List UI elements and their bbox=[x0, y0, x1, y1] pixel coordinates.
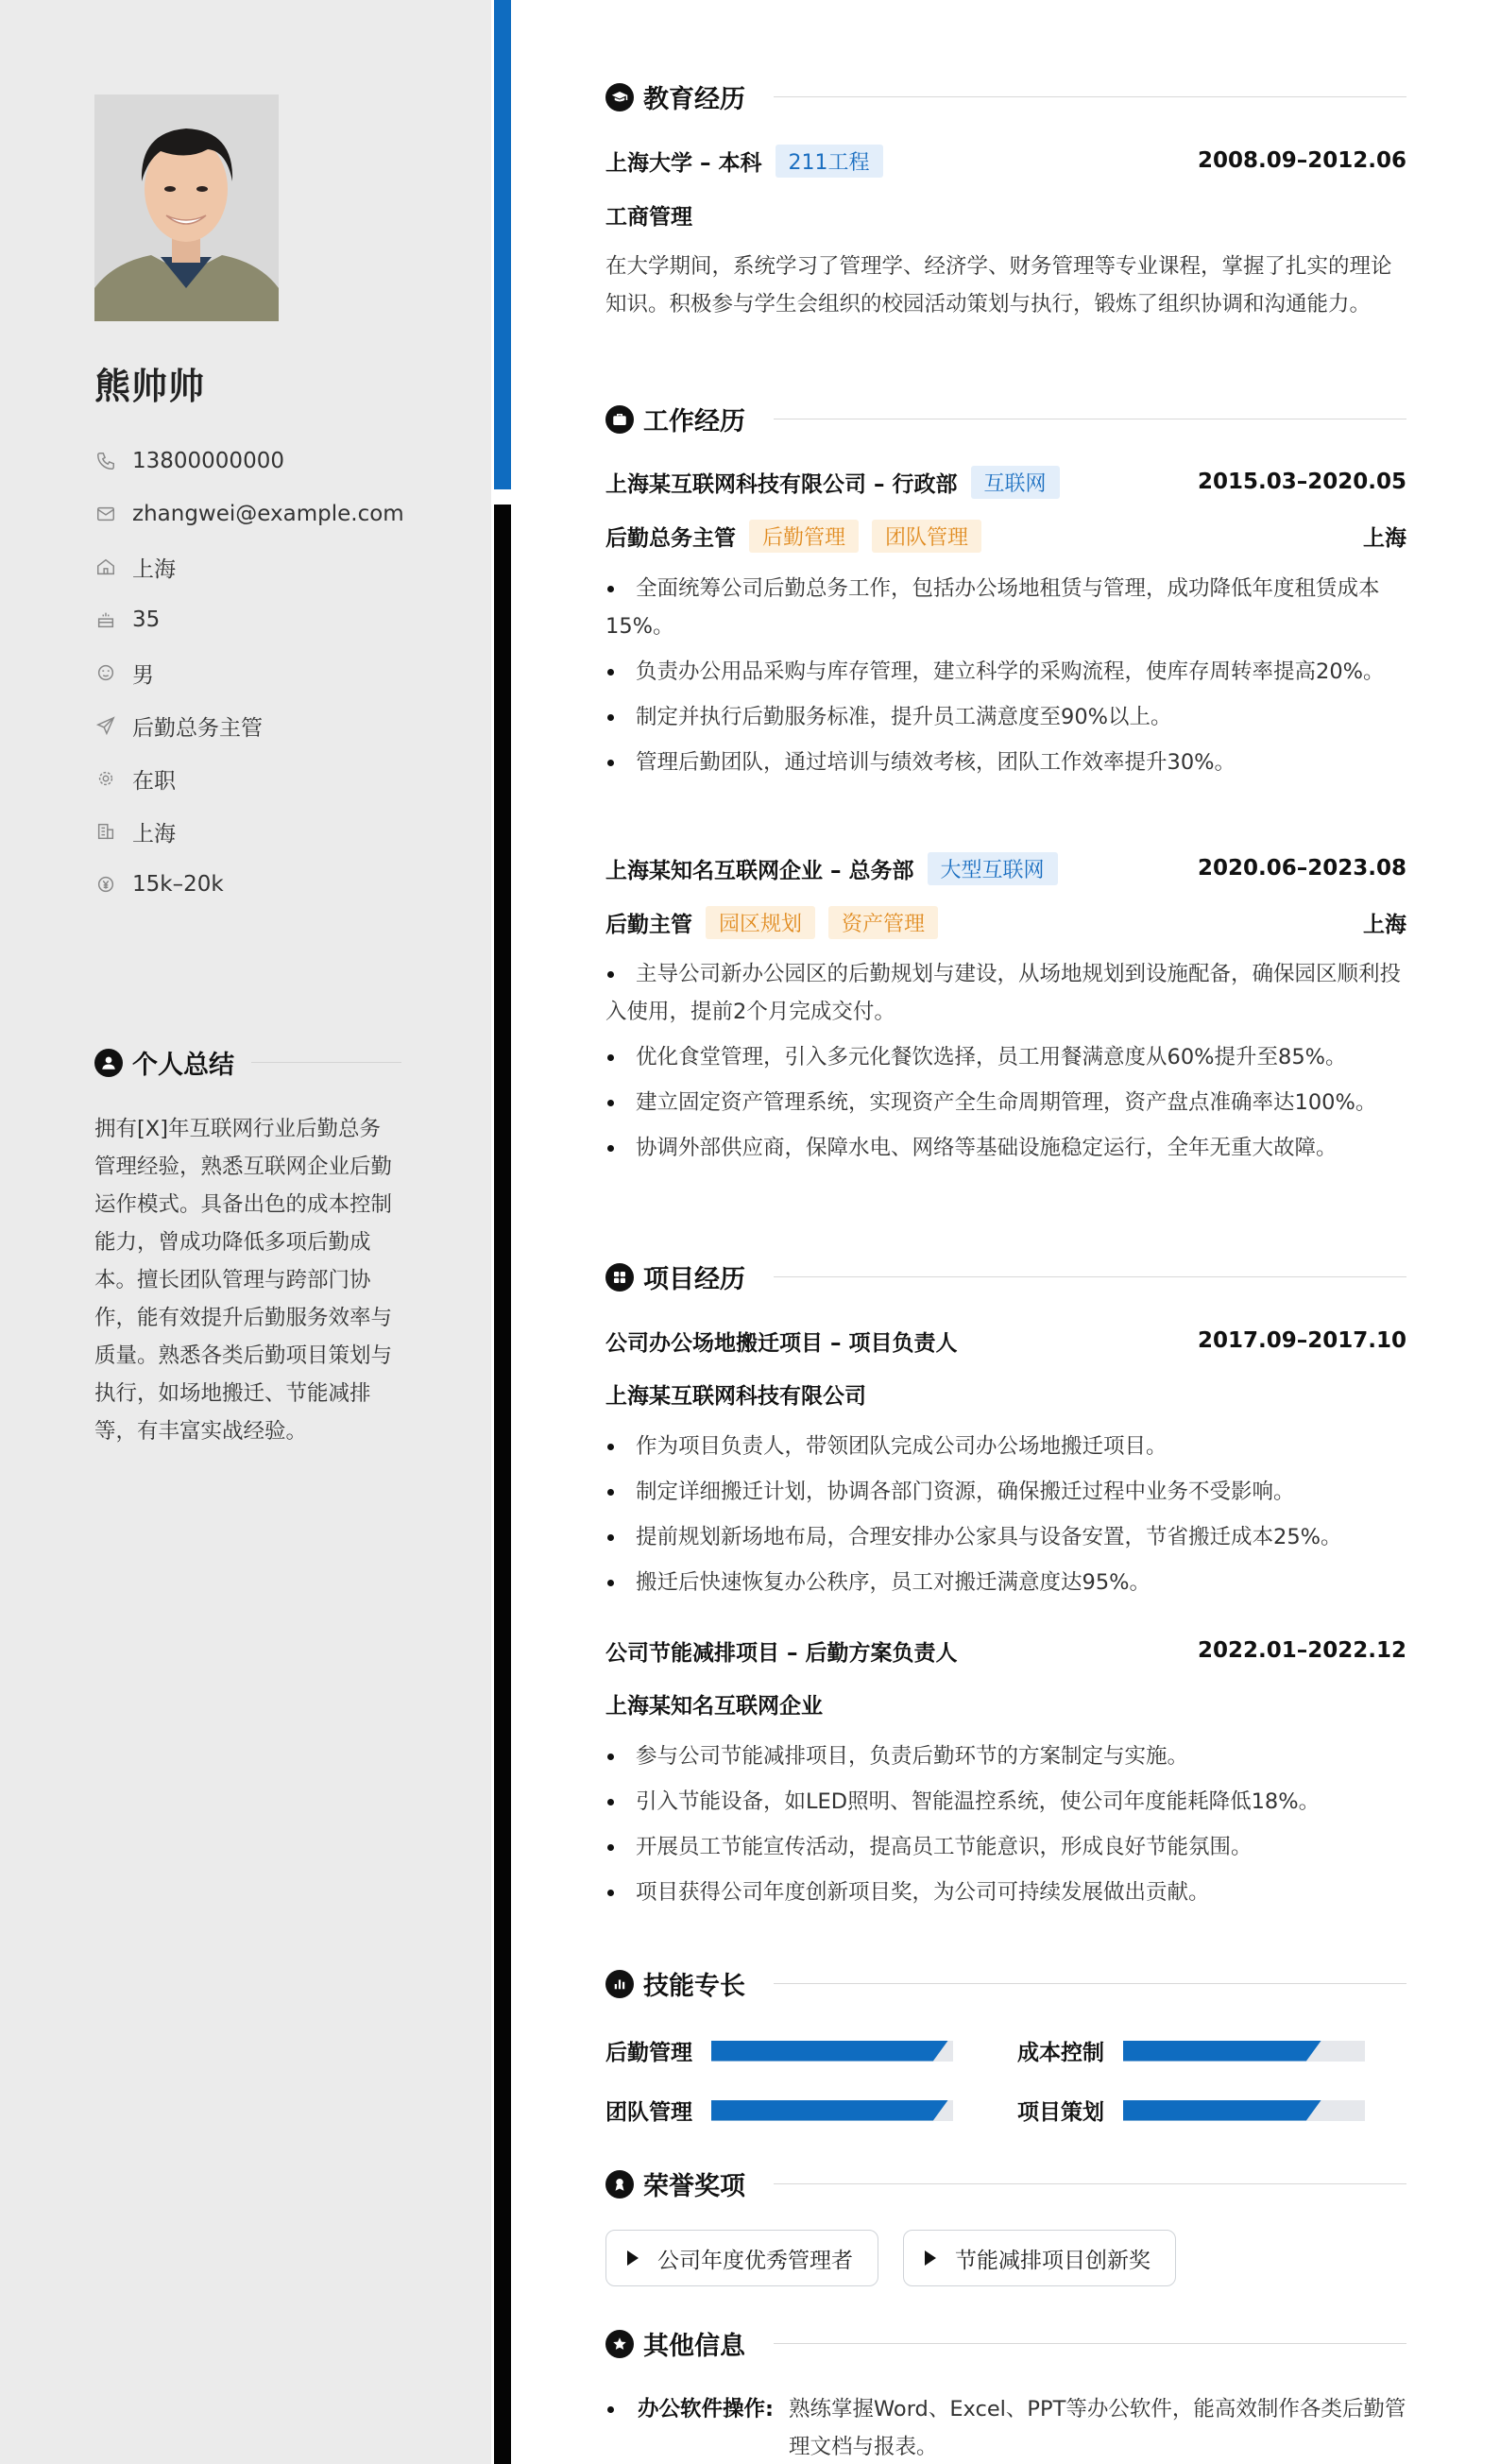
info-status bbox=[94, 752, 404, 805]
other-title: 其他信息 bbox=[643, 2332, 745, 2361]
list-item: 建立固定资产管理系统，实现资产全生命周期管理，资产盘点准确率达100%。 bbox=[605, 1084, 1406, 1121]
user-icon bbox=[94, 1049, 123, 1077]
contact-info-list bbox=[94, 435, 404, 911]
graduation-cap-icon bbox=[605, 83, 634, 111]
list-item: 制定详细搬迁计划，协调各部门资源，确保搬迁过程中业务不受影响。 bbox=[605, 1473, 1406, 1511]
gender-text: 男 bbox=[132, 662, 154, 688]
status-text: 在职 bbox=[132, 768, 176, 794]
job-1-header-row bbox=[605, 463, 1406, 501]
major-row bbox=[605, 196, 1406, 233]
divider-bar bbox=[494, 505, 511, 2464]
project-1-header-row bbox=[605, 1322, 1406, 1360]
project-date: 2017.09–2017.10 bbox=[1197, 1328, 1406, 1353]
award-icon bbox=[605, 2170, 634, 2199]
job-industry-tag: 大型互联网 bbox=[928, 852, 1058, 885]
info-age bbox=[94, 593, 404, 646]
award-item bbox=[903, 2230, 1176, 2286]
list-item: 引入节能设备，如LED照明、智能温控系统，使公司年度能耗降低18%。 bbox=[605, 1783, 1406, 1821]
education-heading bbox=[605, 78, 1406, 115]
project-date: 2022.01–2022.12 bbox=[1197, 1638, 1406, 1663]
job-2-bullets bbox=[605, 955, 1406, 1167]
education-desc: 在大学期间，系统学习了管理学、经济学、财务管理等专业课程，掌握了扎实的理论知识。积极参与学生会组织的校园活动策划与执行，锻炼了组织协调和沟通能力。 bbox=[605, 254, 1392, 317]
divider bbox=[774, 2183, 1406, 2184]
job-date: 2015.03–2020.05 bbox=[1197, 470, 1406, 494]
job-company: 上海某知名互联网企业 – 总务部 bbox=[605, 858, 914, 883]
education-header-row bbox=[605, 142, 1406, 180]
star-icon bbox=[605, 2330, 634, 2358]
list-item: 优化食堂管理，引入多元化餐饮选择，员工用餐满意度从60%提升至85%。 bbox=[605, 1038, 1406, 1076]
sidebar bbox=[0, 0, 491, 2464]
job-city: 上海 bbox=[1363, 912, 1406, 937]
list-item: 项目获得公司年度创新项目奖，为公司可持续发展做出贡献。 bbox=[605, 1874, 1406, 1911]
list-item: 开展员工节能宣传活动，提高员工节能意识，形成良好节能氛围。 bbox=[605, 1828, 1406, 1866]
job-company: 上海某互联网科技有限公司 – 行政部 bbox=[605, 471, 958, 497]
job-skill-tag: 园区规划 bbox=[706, 906, 815, 939]
school-tag: 211工程 bbox=[776, 145, 883, 178]
list-item: 作为项目负责人，带领团队完成公司办公场地搬迁项目。 bbox=[605, 1428, 1406, 1465]
candidate-name: 熊帅帅 bbox=[94, 366, 206, 407]
skill-bar-fill bbox=[1123, 2041, 1321, 2062]
list-item: 制定并执行后勤服务标准，提升员工满意度至90%以上。 bbox=[605, 698, 1406, 736]
list-item: 参与公司节能减排项目，负责后勤环节的方案制定与实施。 bbox=[605, 1737, 1406, 1775]
project-org: 上海某知名互联网企业 bbox=[605, 1693, 823, 1719]
skill-item bbox=[605, 2035, 953, 2066]
cake-icon bbox=[94, 608, 117, 631]
skill-name: 项目策划 bbox=[1017, 2100, 1104, 2125]
list-item: 搬迁后快速恢复办公秩序，员工对搬迁满意度达95%。 bbox=[605, 1564, 1406, 1601]
skill-bar bbox=[1123, 2041, 1365, 2062]
send-icon bbox=[94, 714, 117, 737]
divider bbox=[774, 2343, 1406, 2344]
project-1-org-row bbox=[605, 1375, 1406, 1412]
job-1-bullets bbox=[605, 570, 1406, 781]
status-icon bbox=[94, 767, 117, 790]
project-org: 上海某互联网科技有限公司 bbox=[605, 1383, 866, 1409]
work-title: 工作经历 bbox=[643, 407, 745, 436]
accent-bar bbox=[494, 0, 511, 489]
summary-heading bbox=[94, 1044, 401, 1081]
other-info-item bbox=[605, 2390, 1406, 2464]
list-item: 提前规划新场地布局，合理安排办公家具与设备安置，节省搬迁成本25%。 bbox=[605, 1518, 1406, 1556]
project-name: 公司办公场地搬迁项目 – 项目负责人 bbox=[605, 1330, 958, 1356]
phone-text: 13800000000 bbox=[132, 449, 284, 473]
other-label: 办公软件操作: bbox=[638, 2397, 774, 2421]
summary-text: 拥有[X]年互联网行业后勤总务管理经验，熟悉互联网企业后勤运作模式。具备出色的成本控制能力，曾成功降低多项后勤成本。擅长团队管理与跨部门协作，能有效提升后勤服务效率与质量。熟悉各类后勤项目策划与执行，如场地搬迁、节能减排等，有丰富实战经验。 bbox=[94, 1117, 393, 1444]
honors-heading bbox=[605, 2165, 1406, 2202]
award-item bbox=[605, 2230, 878, 2286]
email-text: zhangwei@example.com bbox=[132, 502, 404, 526]
info-gender bbox=[94, 646, 404, 699]
bullet-dot bbox=[607, 2406, 614, 2413]
skill-item bbox=[1017, 2035, 1365, 2066]
salary-icon bbox=[94, 873, 117, 896]
award-name: 节能减排项目创新奖 bbox=[955, 2248, 1151, 2273]
job-position: 后勤总务主管 bbox=[605, 525, 736, 551]
honors-title: 荣誉奖项 bbox=[643, 2172, 745, 2201]
play-icon bbox=[627, 2250, 639, 2266]
list-item: 管理后勤团队，通过培训与绩效考核，团队工作效率提升30%。 bbox=[605, 744, 1406, 781]
skill-item bbox=[605, 2095, 953, 2126]
summary-title: 个人总结 bbox=[132, 1051, 234, 1080]
city-text: 上海 bbox=[132, 821, 176, 847]
job-skill-tag: 后勤管理 bbox=[749, 520, 859, 553]
skills-title: 技能专长 bbox=[643, 1972, 745, 2001]
avatar-portrait bbox=[94, 94, 279, 321]
location-text: 上海 bbox=[132, 556, 176, 582]
projects-heading bbox=[605, 1258, 1406, 1295]
work-heading bbox=[605, 401, 1406, 437]
list-item: 主导公司新办公园区的后勤规划与建设，从场地规划到设施配备，确保园区顺利投入使用，提前2个月完成交付。 bbox=[605, 955, 1406, 1031]
job-2-position-row bbox=[605, 903, 1406, 941]
job-2-header-row bbox=[605, 849, 1406, 887]
info-position bbox=[94, 699, 404, 752]
briefcase-icon bbox=[605, 405, 634, 434]
list-item: 负责办公用品采购与库存管理，建立科学的采购流程，使库存周转率提高20%。 bbox=[605, 653, 1406, 691]
project-2-header-row bbox=[605, 1632, 1406, 1669]
job-skill-tag: 团队管理 bbox=[872, 520, 981, 553]
award-name: 公司年度优秀管理者 bbox=[657, 2248, 853, 2273]
play-icon bbox=[925, 2250, 936, 2266]
job-1-position-row bbox=[605, 517, 1406, 555]
age-text: 35 bbox=[132, 607, 161, 632]
skill-name: 后勤管理 bbox=[605, 2041, 692, 2065]
job-industry-tag: 互联网 bbox=[971, 466, 1060, 499]
position-text: 后勤总务主管 bbox=[132, 715, 263, 741]
skill-bar-fill bbox=[1123, 2100, 1321, 2121]
bar-chart-icon bbox=[605, 1970, 634, 1998]
info-email bbox=[94, 488, 404, 540]
job-city: 上海 bbox=[1363, 525, 1406, 551]
gender-icon bbox=[94, 661, 117, 684]
phone-icon bbox=[94, 450, 117, 472]
info-salary bbox=[94, 858, 404, 911]
skill-name: 团队管理 bbox=[605, 2100, 692, 2125]
skill-bar bbox=[1123, 2100, 1365, 2121]
divider bbox=[774, 1983, 1406, 1984]
project-name: 公司节能减排项目 – 后勤方案负责人 bbox=[605, 1640, 958, 1666]
job-skill-tag: 资产管理 bbox=[828, 906, 938, 939]
skills-heading bbox=[605, 1965, 1406, 2002]
other-text: 熟练掌握Word、Excel、PPT等办公软件，能高效制作各类后勤管理文档与报表。 bbox=[789, 2397, 1406, 2459]
skill-bar bbox=[711, 2100, 953, 2121]
divider bbox=[251, 1062, 401, 1063]
info-phone bbox=[94, 435, 404, 488]
skill-bar-fill bbox=[711, 2100, 948, 2121]
job-date: 2020.06–2023.08 bbox=[1197, 856, 1406, 881]
skill-item bbox=[1017, 2095, 1365, 2126]
job-position: 后勤主管 bbox=[605, 912, 692, 937]
salary-text: 15k–20k bbox=[132, 872, 224, 897]
list-item: 协调外部供应商，保障水电、网络等基础设施稳定运行，全年无重大故障。 bbox=[605, 1129, 1406, 1167]
skill-name: 成本控制 bbox=[1017, 2041, 1104, 2065]
project-2-bullets bbox=[605, 1737, 1406, 1911]
skill-bar-fill bbox=[711, 2041, 948, 2062]
avatar bbox=[94, 94, 279, 321]
school-name: 上海大学 – 本科 bbox=[605, 150, 762, 176]
education-title: 教育经历 bbox=[643, 85, 745, 114]
divider bbox=[774, 1276, 1406, 1277]
divider bbox=[774, 96, 1406, 97]
projects-title: 项目经历 bbox=[643, 1265, 745, 1294]
info-location bbox=[94, 540, 404, 593]
major: 工商管理 bbox=[605, 204, 692, 230]
project-1-bullets bbox=[605, 1428, 1406, 1601]
building-icon bbox=[94, 820, 117, 843]
list-item: 全面统筹公司后勤总务工作，包括办公场地租赁与管理，成功降低年度租赁成本15%。 bbox=[605, 570, 1406, 645]
grid-icon bbox=[605, 1263, 634, 1292]
home-icon bbox=[94, 556, 117, 578]
mail-icon bbox=[94, 503, 117, 525]
skill-bar bbox=[711, 2041, 953, 2062]
project-2-org-row bbox=[605, 1685, 1406, 1722]
other-heading bbox=[605, 2325, 1406, 2362]
info-city bbox=[94, 805, 404, 858]
education-date: 2008.09–2012.06 bbox=[1197, 148, 1406, 173]
